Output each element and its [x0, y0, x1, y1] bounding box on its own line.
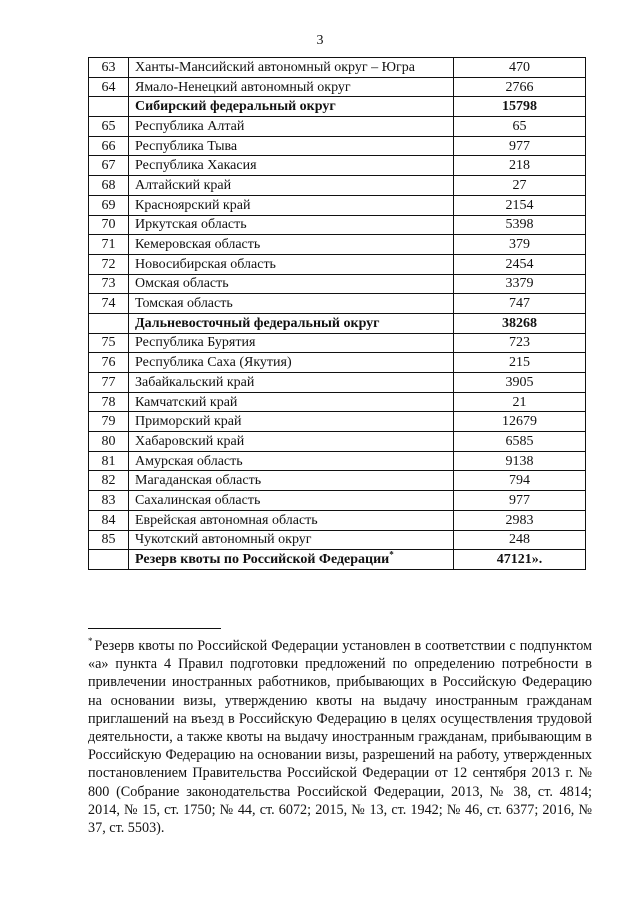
table-row: [89, 432, 586, 452]
row-number-cell: 79: [89, 412, 129, 432]
quota-value-cell: 9138: [454, 451, 586, 471]
row-number-cell: 66: [89, 136, 129, 156]
table-row: [89, 392, 586, 412]
quota-value-cell: 38268: [454, 313, 586, 333]
region-name-cell: Иркутская область: [129, 215, 454, 235]
region-name-cell: Кемеровская область: [129, 235, 454, 255]
footnote-text: Резерв квоты по Российской Федерации установлен в соответствии с подпунктом «а» пункта 4 Правил подготовки предложений по определению потребности в привлечении иностранных работников, прибывающих в Российскую Федерацию на основании визы, утверждению квоты на выдачу иностранным гражданам приглашений на въезд в Российскую Федерацию в целях осуществления трудовой деятельности, а также квоты на выдачу иностранным гражданам, прибывающим в Российскую Федерацию на основании визы, разрешений на работу, утвержденных постановлением Правительства Российской Федерации от 12 сентября 2013 г. № 800 (Собрание законодательства Российской Федерации, 2013, № 38, ст. 4814; 2014, № 15, ст. 1750; № 44, ст. 6072; 2015, № 13, ст. 1942; № 46, ст. 6377; 2016, № 37, ст. 5503).: [88, 638, 592, 837]
row-number-cell: 72: [89, 254, 129, 274]
row-number-cell: 76: [89, 353, 129, 373]
quota-value-cell: 215: [454, 353, 586, 373]
region-name-cell: Забайкальский край: [129, 373, 454, 393]
row-number-cell: 77: [89, 373, 129, 393]
table-row: [89, 412, 586, 432]
footnote-separator: [88, 628, 221, 629]
quota-value-cell: 379: [454, 235, 586, 255]
reserve-label-cell: [129, 550, 454, 570]
table-row: [89, 156, 586, 176]
table-row: [89, 274, 586, 294]
region-name-cell: Сахалинская область: [129, 491, 454, 511]
region-name-cell: Красноярский край: [129, 195, 454, 215]
quota-value-cell: 12679: [454, 412, 586, 432]
region-name-cell: Амурская область: [129, 451, 454, 471]
quota-value-cell: 248: [454, 530, 586, 550]
reserve-footnote-mark: *: [389, 549, 394, 560]
region-name-cell: Новосибирская область: [129, 254, 454, 274]
table-row: [89, 491, 586, 511]
row-number-cell: 65: [89, 117, 129, 137]
region-name-cell: Ямало-Ненецкий автономный округ: [129, 77, 454, 97]
row-number-cell: 67: [89, 156, 129, 176]
page-number: 3: [316, 33, 324, 48]
quota-value-cell: 21: [454, 392, 586, 412]
row-number-cell: [89, 313, 129, 333]
quota-value-cell: 3905: [454, 373, 586, 393]
region-name-cell: Республика Бурятия: [129, 333, 454, 353]
quota-value-cell: 794: [454, 471, 586, 491]
region-name-cell: Ханты-Мансийский автономный округ – Югра: [129, 58, 454, 78]
table-row: [89, 353, 586, 373]
region-name-cell: Республика Алтай: [129, 117, 454, 137]
reserve-row: [89, 550, 586, 570]
row-number-cell: 85: [89, 530, 129, 550]
table-row: [89, 254, 586, 274]
table-row: [89, 510, 586, 530]
row-number-cell: 68: [89, 176, 129, 196]
region-name-cell: Сибирский федеральный округ: [129, 97, 454, 117]
quota-value-cell: 218: [454, 156, 586, 176]
row-number-cell: 69: [89, 195, 129, 215]
district-total-row: [89, 97, 586, 117]
region-name-cell: Чукотский автономный округ: [129, 530, 454, 550]
quota-value-cell: 15798: [454, 97, 586, 117]
region-name-cell: Омская область: [129, 274, 454, 294]
row-number-cell: 78: [89, 392, 129, 412]
table-row: [89, 77, 586, 97]
region-name-cell: Магаданская область: [129, 471, 454, 491]
row-number-cell: 63: [89, 58, 129, 78]
quota-value-cell: 5398: [454, 215, 586, 235]
quota-value-cell: 2454: [454, 254, 586, 274]
region-name-cell: Алтайский край: [129, 176, 454, 196]
region-name-cell: Камчатский край: [129, 392, 454, 412]
district-total-row: [89, 313, 586, 333]
row-number-cell: 80: [89, 432, 129, 452]
table-row: [89, 294, 586, 314]
quota-value-cell: 977: [454, 136, 586, 156]
region-name-cell: Республика Саха (Якутия): [129, 353, 454, 373]
region-name-cell: Дальневосточный федеральный округ: [129, 313, 454, 333]
region-name-cell: Хабаровский край: [129, 432, 454, 452]
row-number-cell: 84: [89, 510, 129, 530]
quota-table: [88, 57, 586, 570]
table-row: [89, 176, 586, 196]
row-number-cell: [89, 550, 129, 570]
footnote-mark: *: [88, 636, 93, 647]
row-number-cell: 71: [89, 235, 129, 255]
table-row: [89, 195, 586, 215]
row-number-cell: 82: [89, 471, 129, 491]
region-name-cell: Республика Хакасия: [129, 156, 454, 176]
table-row: [89, 333, 586, 353]
row-number-cell: 74: [89, 294, 129, 314]
row-number-cell: 70: [89, 215, 129, 235]
quota-value-cell: 2154: [454, 195, 586, 215]
quota-value-cell: 723: [454, 333, 586, 353]
table-row: [89, 471, 586, 491]
quota-value-cell: 27: [454, 176, 586, 196]
region-name-cell: Томская область: [129, 294, 454, 314]
reserve-value-cell: 47121».: [454, 550, 586, 570]
table-row: [89, 235, 586, 255]
row-number-cell: 81: [89, 451, 129, 471]
table-row: [89, 451, 586, 471]
quota-value-cell: 2766: [454, 77, 586, 97]
table-row: [89, 373, 586, 393]
table-row: [89, 136, 586, 156]
row-number-cell: 64: [89, 77, 129, 97]
quota-table-body: [89, 58, 586, 570]
region-name-cell: Приморский край: [129, 412, 454, 432]
quota-value-cell: 3379: [454, 274, 586, 294]
reserve-label: Резерв квоты по Российской Федерации: [135, 552, 390, 568]
row-number-cell: [89, 97, 129, 117]
region-name-cell: Республика Тыва: [129, 136, 454, 156]
region-name-cell: Еврейская автономная область: [129, 510, 454, 530]
table-row: [89, 215, 586, 235]
quota-value-cell: 977: [454, 491, 586, 511]
table-row: [89, 117, 586, 137]
quota-value-cell: 470: [454, 58, 586, 78]
row-number-cell: 75: [89, 333, 129, 353]
quota-value-cell: 6585: [454, 432, 586, 452]
table-row: [89, 530, 586, 550]
table-row: [89, 58, 586, 78]
quota-value-cell: 65: [454, 117, 586, 137]
quota-value-cell: 747: [454, 294, 586, 314]
footnote: [88, 637, 592, 837]
row-number-cell: 73: [89, 274, 129, 294]
row-number-cell: 83: [89, 491, 129, 511]
quota-value-cell: 2983: [454, 510, 586, 530]
